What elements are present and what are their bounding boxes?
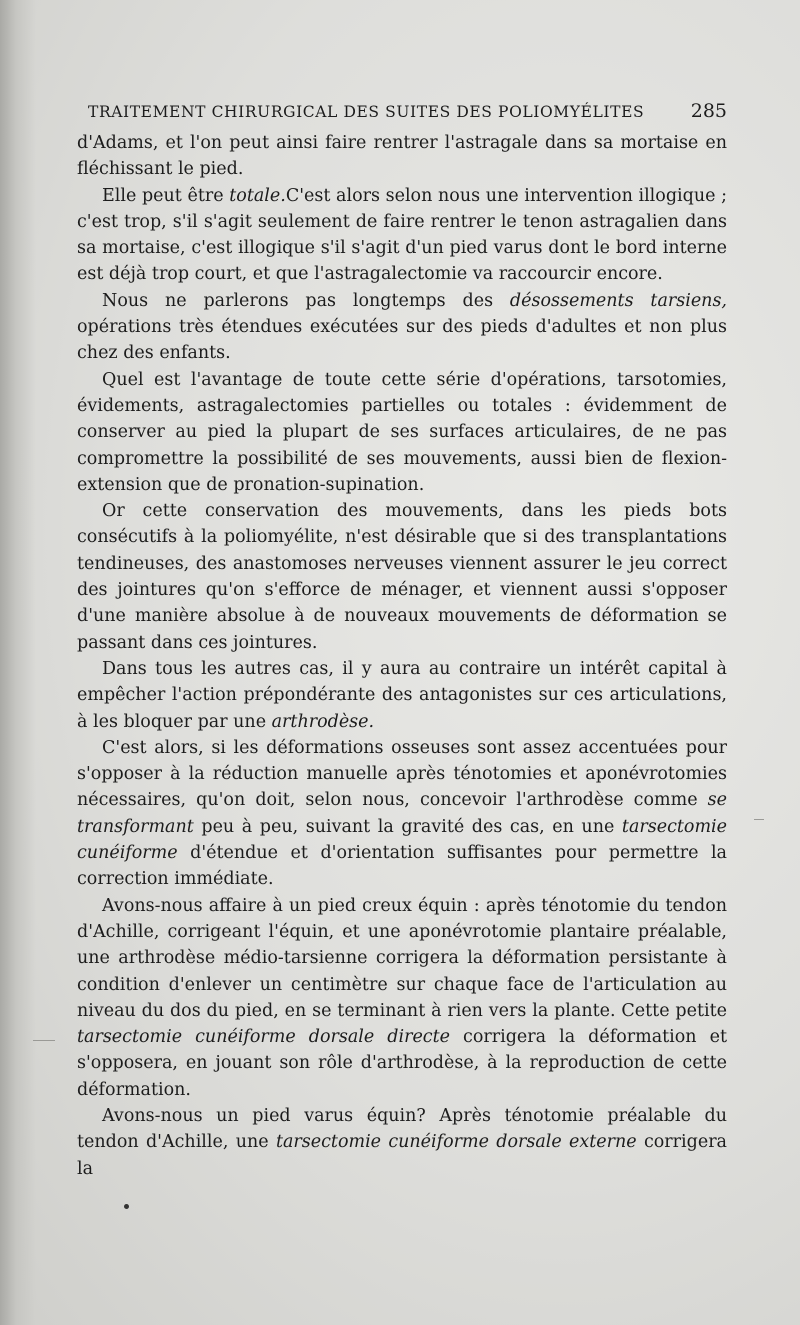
margin-mark	[754, 819, 764, 820]
body-paragraph	[77, 1103, 727, 1182]
text-run: d'étendue et d'orientation suffisantes pour permettre la correction immédiate.	[77, 843, 727, 890]
text-run: opérations très étendues exécutées sur des pieds d'adultes et non plus chez des enfants.	[77, 317, 727, 364]
text-run: corrigera la déformation et s'opposera, en jouant son rôle d'arthrodèse, à la reproduction de cette déformation.	[77, 1027, 728, 1100]
page-text-block	[77, 98, 727, 1182]
italic-term: totale.	[229, 185, 286, 206]
text-run: Avons-nous affaire à un pied creux équin : après ténotomie du tendon d'Achille, corrigeant l'équin, et une aponévrotomie plantaire préalable, une arthrodèse médio-tarsienne corrigera la déformation persistante à condition d'enlever un centimètre sur chaque face de l'articulation au niveau du dos du pied, en se terminant à rien vers la plante. Cette petite	[77, 895, 727, 1021]
italic-term: arthrodèse.	[271, 711, 375, 732]
italic-term: tarsectomie cunéiforme dorsale externe	[275, 1132, 637, 1153]
running-head	[88, 98, 727, 128]
body-text	[77, 130, 727, 1182]
italic-term: tarsectomie cunéiforme	[77, 816, 727, 864]
text-run: peu à peu, suivant la gravité des cas, en une	[193, 816, 622, 837]
page-gutter-shadow	[0, 0, 36, 1325]
italic-term: tarsectomie cunéiforme dorsale directe	[77, 1027, 451, 1048]
italic-term: se transformant	[77, 790, 727, 837]
text-run: C'est alors selon nous une intervention illogique ; c'est trop, s'il s'agit seulement de faire rentrer le tenon astragalien dans sa mortaise, c'est illogique s'il s'agit d'un pied varus dont le bord interne est déjà trop court, et que l'astragalectomie va raccourcir encore.	[77, 185, 727, 285]
margin-mark	[33, 1040, 55, 1041]
page-number: 285	[690, 100, 727, 122]
text-run: corrigera la	[77, 1132, 727, 1179]
body-paragraph	[77, 130, 727, 183]
body-paragraph	[77, 735, 727, 893]
body-paragraph	[77, 183, 727, 288]
text-run: Or cette conservation des mouvements, dans les pieds bots consécutifs à la poliomyélite, n'est désirable que si des transplantations tendineuses, des anastomoses nerveuses viennent assurer le jeu correct des jointures qu'on s'efforce de ménager, et viennent aussi s'opposer d'une manière absolue à de nouveaux mouvements de déformation se passant dans ces jointures.	[77, 501, 727, 653]
text-run: Avons-nous un pied varus équin? Après ténotomie préalable du tendon d'Achille, une	[77, 1105, 727, 1153]
body-paragraph	[77, 656, 727, 735]
text-run: d'Adams, et l'on peut ainsi faire rentrer l'astragale dans sa mortaise en fléchissant le pied.	[77, 133, 727, 180]
body-paragraph	[77, 367, 727, 498]
body-paragraph	[77, 893, 727, 1103]
body-paragraph	[77, 498, 727, 656]
text-run: Nous ne parlerons pas longtemps des	[102, 290, 510, 311]
text-run: Elle peut être	[102, 185, 230, 206]
italic-term: désossements tarsiens,	[509, 290, 727, 311]
body-paragraph	[77, 288, 727, 367]
ink-speck	[124, 1204, 129, 1209]
text-run: C'est alors, si les déformations osseuses sont assez accentuées pour s'opposer à la réduction manuelle après ténotomies et aponévrotomies nécessaires, qu'on doit, selon nous, concevoir l'arthrodèse comme	[77, 737, 727, 811]
text-run: Dans tous les autres cas, il y aura au contraire un intérêt capital à empêcher l'action prépondérante des antagonistes sur ces articulations, à les bloquer par une	[77, 658, 727, 732]
running-title: TRAITEMENT CHIRURGICAL DES SUITES DES POLIOMYÉLITES	[88, 103, 645, 121]
text-run: Quel est l'avantage de toute cette série d'opérations, tarsotomies, évidements, astragalectomies partielles ou totales : évidemment de conserver au pied la plupart de ses surfaces articulaires, de ne pas compromettre la possibilité de ses mouvements, aussi bien de flexion-extension que de pronation-supination.	[77, 369, 727, 495]
